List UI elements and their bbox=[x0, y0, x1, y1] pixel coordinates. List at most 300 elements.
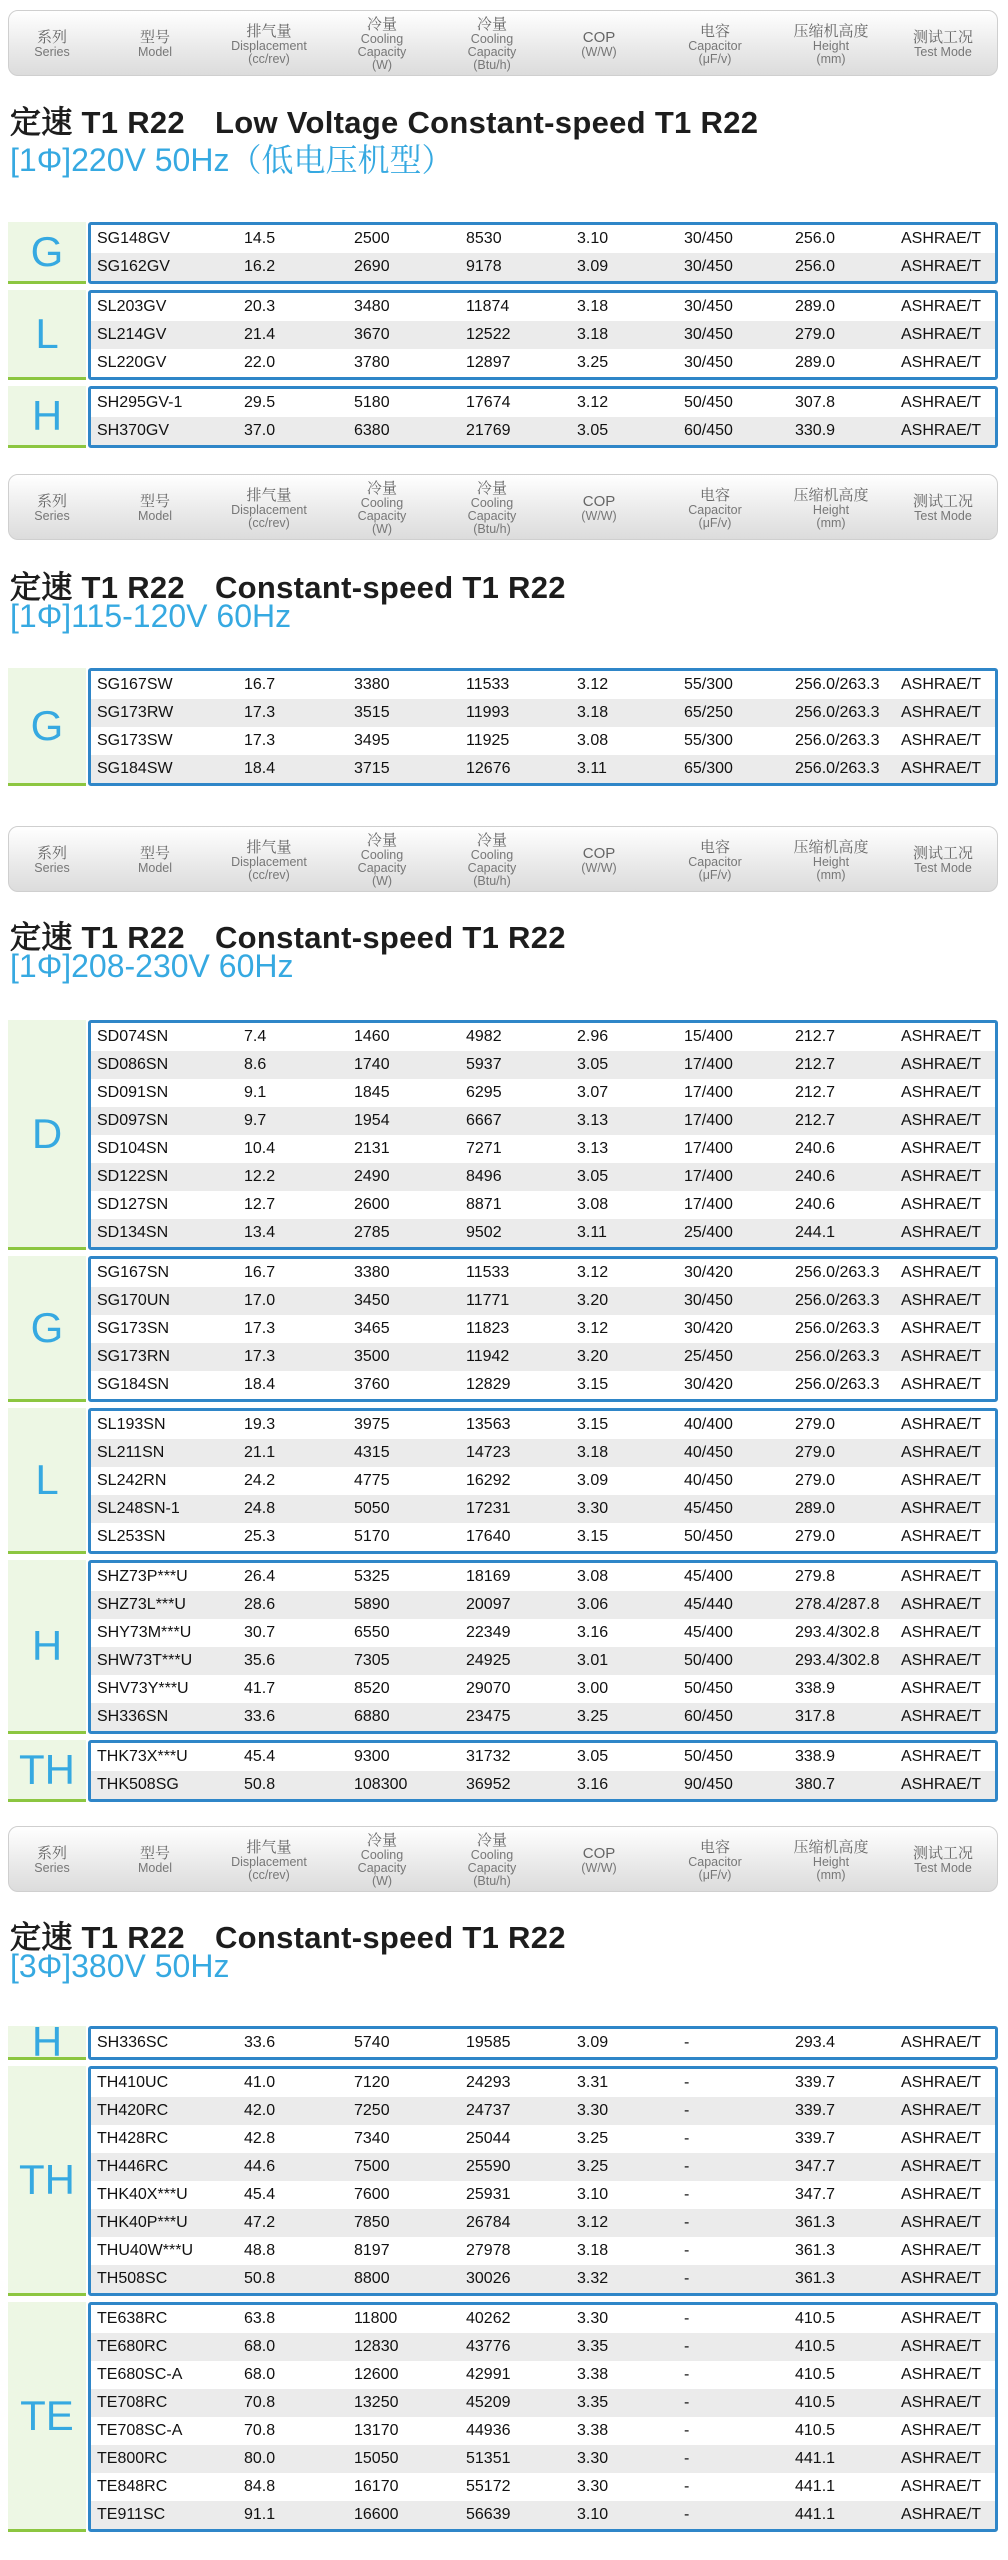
column-header-en: Model bbox=[137, 1861, 173, 1875]
cell-capacitor: 30/420 bbox=[684, 1376, 733, 1393]
cell-cooling-w: 2785 bbox=[354, 1224, 390, 1241]
column-header-en: Height bbox=[812, 38, 850, 53]
column-header-cn: 测试工况 bbox=[912, 493, 973, 510]
cell-cooling-btu: 12522 bbox=[466, 326, 511, 343]
cell-test-mode: ASHRAE/T bbox=[901, 258, 982, 275]
cell-capacitor: 60/450 bbox=[684, 422, 733, 439]
column-header-en: (cc/rev) bbox=[248, 867, 290, 882]
cell-height: 212.7 bbox=[795, 1084, 836, 1101]
cell-model: SHV73Y***U bbox=[97, 1680, 189, 1697]
cell-height: 361.3 bbox=[795, 2214, 836, 2231]
cell-cop: 3.11 bbox=[577, 1224, 607, 1241]
column-header bbox=[660, 11, 770, 77]
column-header bbox=[660, 1827, 770, 1893]
table-row bbox=[91, 2153, 995, 2181]
cell-height: 256.0/263.3 bbox=[795, 732, 880, 749]
cell-cooling-btu: 25044 bbox=[466, 2130, 511, 2147]
cell-height: 339.7 bbox=[795, 2074, 836, 2091]
cell-capacitor: - bbox=[684, 2450, 690, 2467]
cell-cooling-btu: 21769 bbox=[466, 422, 511, 439]
cell-test-mode: ASHRAE/T bbox=[901, 732, 982, 749]
column-header-cn: 冷量 bbox=[366, 832, 397, 849]
column-header bbox=[544, 11, 654, 77]
column-header-en: (W/W) bbox=[581, 861, 617, 875]
series-group bbox=[8, 1560, 998, 1734]
cell-cop: 3.16 bbox=[577, 1776, 609, 1793]
cell-cooling-btu: 11823 bbox=[466, 1320, 510, 1337]
cell-test-mode: ASHRAE/T bbox=[901, 760, 982, 777]
cell-test-mode: ASHRAE/T bbox=[901, 2034, 982, 2051]
cell-test-mode: ASHRAE/T bbox=[901, 1084, 982, 1101]
cell-capacitor: - bbox=[684, 2310, 690, 2327]
table-row bbox=[91, 1619, 995, 1647]
cell-test-mode: ASHRAE/T bbox=[901, 676, 982, 693]
cell-cooling-w: 5170 bbox=[354, 1528, 390, 1545]
cell-capacitor: 55/300 bbox=[684, 676, 733, 693]
column-header-en: Displacement bbox=[231, 502, 307, 517]
table-row bbox=[91, 2209, 995, 2237]
cell-cooling-w: 12600 bbox=[354, 2366, 399, 2383]
column-header-en: (Btu/h) bbox=[473, 522, 511, 536]
table-row bbox=[91, 755, 995, 783]
cell-cooling-w: 3480 bbox=[354, 298, 390, 315]
series-rows bbox=[88, 386, 998, 448]
series-rows bbox=[88, 1408, 998, 1554]
table-row bbox=[91, 417, 995, 445]
cell-cop: 3.10 bbox=[577, 230, 609, 247]
column-header bbox=[327, 475, 437, 541]
cell-displacement: 33.6 bbox=[244, 1708, 276, 1725]
cell-cooling-w: 108300 bbox=[354, 1776, 408, 1793]
cell-model: SHY73M***U bbox=[97, 1624, 192, 1641]
series-group bbox=[8, 2017, 998, 2065]
series-letter: H bbox=[8, 2026, 86, 2060]
column-header-en: Capacitor bbox=[688, 1854, 742, 1869]
cell-displacement: 24.2 bbox=[244, 1472, 276, 1489]
cell-capacitor: 60/450 bbox=[684, 1708, 733, 1725]
cell-capacitor: - bbox=[684, 2130, 690, 2147]
cell-cooling-btu: 55172 bbox=[466, 2478, 511, 2495]
cell-displacement: 41.7 bbox=[244, 1680, 276, 1697]
column-header-en: Displacement bbox=[231, 38, 307, 53]
column-header bbox=[660, 475, 770, 541]
cell-displacement: 50.8 bbox=[244, 2270, 276, 2287]
cell-displacement: 13.4 bbox=[244, 1224, 276, 1241]
cell-displacement: 84.8 bbox=[244, 2478, 276, 2495]
cell-displacement: 50.8 bbox=[244, 1776, 276, 1793]
cell-cop: 3.30 bbox=[577, 1500, 609, 1517]
cell-cop: 3.25 bbox=[577, 1708, 609, 1725]
cell-displacement: 22.0 bbox=[244, 354, 276, 371]
cell-cooling-w: 7340 bbox=[354, 2130, 390, 2147]
column-header-en: Series bbox=[34, 861, 70, 875]
cell-cop: 3.25 bbox=[577, 2130, 609, 2147]
series-letter: TH bbox=[8, 2066, 86, 2296]
cell-model: SD086SN bbox=[97, 1056, 169, 1073]
cell-displacement: 17.3 bbox=[244, 1320, 276, 1337]
series-group bbox=[8, 1408, 998, 1554]
column-header-cn: 冷量 bbox=[476, 16, 507, 33]
cell-displacement: 10.4 bbox=[244, 1140, 276, 1157]
cell-test-mode: ASHRAE/T bbox=[901, 1224, 982, 1241]
column-header-en: (Btu/h) bbox=[473, 58, 511, 72]
column-header-en: (mm) bbox=[816, 51, 846, 66]
column-header-en: Cooling bbox=[470, 848, 514, 862]
cell-cop: 3.10 bbox=[577, 2186, 609, 2203]
table-row bbox=[91, 2125, 995, 2153]
cell-height: 212.7 bbox=[795, 1028, 836, 1045]
column-header-en: (cc/rev) bbox=[248, 1867, 290, 1882]
cell-model: SL211SN bbox=[97, 1444, 165, 1461]
column-header bbox=[0, 11, 107, 77]
column-header bbox=[327, 1827, 437, 1893]
cell-cooling-btu: 36952 bbox=[466, 1776, 511, 1793]
cell-test-mode: ASHRAE/T bbox=[901, 1624, 982, 1641]
cell-cop: 3.38 bbox=[577, 2366, 609, 2383]
cell-cooling-btu: 31732 bbox=[466, 1748, 511, 1765]
cell-model: SD074SN bbox=[97, 1028, 169, 1045]
series-rows bbox=[88, 668, 998, 786]
column-header bbox=[214, 1827, 324, 1893]
cell-height: 293.4/302.8 bbox=[795, 1624, 880, 1641]
cell-capacitor: 40/450 bbox=[684, 1472, 733, 1489]
cell-cooling-btu: 26784 bbox=[466, 2214, 511, 2231]
cell-model: SD127SN bbox=[97, 1196, 169, 1213]
cell-cooling-btu: 51351 bbox=[466, 2450, 511, 2467]
cell-test-mode: ASHRAE/T bbox=[901, 2242, 982, 2259]
cell-model: SH370GV bbox=[97, 422, 170, 439]
column-header-en: (W) bbox=[371, 58, 393, 72]
column-header-en: Capacity bbox=[357, 45, 407, 59]
cell-model: SG173RN bbox=[97, 1348, 170, 1365]
cell-cooling-w: 4775 bbox=[354, 1472, 390, 1489]
cell-capacitor: 17/400 bbox=[684, 1056, 733, 1073]
column-header-cn: 型号 bbox=[139, 493, 170, 510]
table-row bbox=[91, 1343, 995, 1371]
cell-test-mode: ASHRAE/T bbox=[901, 1652, 982, 1669]
table-row bbox=[91, 1051, 995, 1079]
column-header bbox=[0, 827, 107, 893]
cell-test-mode: ASHRAE/T bbox=[901, 1140, 982, 1157]
column-header-en: Series bbox=[34, 509, 70, 523]
section-title-en: Constant-speed T1 R22 bbox=[214, 570, 566, 605]
column-header-en: Displacement bbox=[231, 854, 307, 869]
cell-capacitor: - bbox=[684, 2186, 690, 2203]
table-row bbox=[91, 1219, 995, 1247]
cell-height: 441.1 bbox=[795, 2506, 836, 2523]
cell-cooling-btu: 8530 bbox=[466, 230, 502, 247]
cell-model: SL214GV bbox=[97, 326, 167, 343]
voltage-label: [1Φ]115-120V 60Hz bbox=[10, 598, 292, 634]
cell-model: SH295GV-1 bbox=[97, 394, 183, 411]
column-header-en: (μF/v) bbox=[698, 51, 732, 66]
series-group bbox=[8, 1740, 998, 1802]
cell-height: 256.0/263.3 bbox=[795, 1264, 880, 1281]
cell-test-mode: ASHRAE/T bbox=[901, 1776, 982, 1793]
cell-model: TE911SC bbox=[97, 2506, 166, 2523]
column-header bbox=[544, 475, 654, 541]
cell-capacitor: 15/400 bbox=[684, 1028, 733, 1045]
cell-height: 317.8 bbox=[795, 1708, 836, 1725]
cell-model: TH420RC bbox=[97, 2102, 169, 2119]
column-header-bar bbox=[8, 826, 998, 892]
cell-cooling-btu: 56639 bbox=[466, 2506, 511, 2523]
cell-cooling-w: 16170 bbox=[354, 2478, 399, 2495]
cell-cooling-w: 5325 bbox=[354, 1568, 390, 1585]
cell-height: 338.9 bbox=[795, 1748, 836, 1765]
cell-model: SG173RW bbox=[97, 704, 174, 721]
cell-cooling-btu: 20097 bbox=[466, 1596, 511, 1613]
cell-height: 347.7 bbox=[795, 2158, 836, 2175]
cell-cooling-btu: 27978 bbox=[466, 2242, 511, 2259]
cell-displacement: 26.4 bbox=[244, 1568, 276, 1585]
cell-model: THK40X***U bbox=[97, 2186, 188, 2203]
cell-height: 289.0 bbox=[795, 1500, 836, 1517]
column-header-en: (W) bbox=[371, 874, 393, 888]
column-header-cn: 排气量 bbox=[246, 838, 292, 856]
cell-cop: 3.01 bbox=[577, 1652, 609, 1669]
cell-capacitor: 30/420 bbox=[684, 1320, 733, 1337]
cell-height: 330.9 bbox=[795, 422, 836, 439]
cell-cop: 3.12 bbox=[577, 676, 609, 693]
column-header-cn: 电容 bbox=[699, 486, 730, 504]
cell-cop: 3.18 bbox=[577, 2242, 609, 2259]
cell-model: SL193SN bbox=[97, 1416, 166, 1433]
cell-model: TE680SC-A bbox=[97, 2366, 183, 2383]
cell-cooling-w: 13170 bbox=[354, 2422, 399, 2439]
cell-capacitor: - bbox=[684, 2478, 690, 2495]
column-header-bar bbox=[8, 1826, 998, 1892]
column-header-bar bbox=[8, 474, 998, 540]
table-row bbox=[91, 2069, 995, 2097]
cell-test-mode: ASHRAE/T bbox=[901, 2338, 982, 2355]
column-header-en: Cooling bbox=[470, 32, 514, 46]
cell-cop: 3.08 bbox=[577, 1568, 609, 1585]
cell-cop: 3.35 bbox=[577, 2338, 609, 2355]
cell-displacement: 8.6 bbox=[244, 1056, 267, 1073]
cell-cop: 3.18 bbox=[577, 298, 609, 315]
cell-capacitor: 45/450 bbox=[684, 1500, 733, 1517]
cell-model: SG148GV bbox=[97, 230, 170, 247]
voltage-label: [1Φ]208-230V 60Hz bbox=[10, 948, 294, 984]
series-letter: L bbox=[8, 1408, 86, 1554]
cell-height: 256.0/263.3 bbox=[795, 1376, 880, 1393]
cell-displacement: 9.1 bbox=[244, 1084, 267, 1101]
cell-cooling-w: 3975 bbox=[354, 1416, 390, 1433]
cell-cooling-w: 1845 bbox=[354, 1084, 390, 1101]
cell-displacement: 18.4 bbox=[244, 1376, 276, 1393]
cell-displacement: 16.2 bbox=[244, 258, 276, 275]
cell-displacement: 17.0 bbox=[244, 1292, 276, 1309]
column-header bbox=[214, 475, 324, 541]
cell-displacement: 70.8 bbox=[244, 2422, 276, 2439]
cell-displacement: 21.1 bbox=[244, 1444, 276, 1461]
cell-capacitor: 50/450 bbox=[684, 1528, 733, 1545]
cell-cooling-btu: 9502 bbox=[466, 1224, 502, 1241]
column-header-cn: 压缩机高度 bbox=[793, 22, 869, 40]
table-row bbox=[91, 2417, 995, 2445]
cell-height: 279.0 bbox=[795, 326, 836, 343]
table-row bbox=[91, 225, 995, 253]
cell-cop: 3.32 bbox=[577, 2270, 609, 2287]
cell-cooling-w: 7500 bbox=[354, 2158, 390, 2175]
cell-test-mode: ASHRAE/T bbox=[901, 2366, 982, 2383]
cell-capacitor: 45/400 bbox=[684, 1568, 733, 1585]
cell-cooling-w: 3500 bbox=[354, 1348, 390, 1365]
cell-displacement: 24.8 bbox=[244, 1500, 276, 1517]
cell-displacement: 33.6 bbox=[244, 2034, 276, 2051]
cell-cooling-w: 8197 bbox=[354, 2242, 390, 2259]
cell-displacement: 17.3 bbox=[244, 732, 276, 749]
cell-cooling-btu: 7271 bbox=[466, 1140, 502, 1157]
cell-cooling-btu: 8871 bbox=[466, 1196, 502, 1213]
cell-capacitor: 30/450 bbox=[684, 326, 733, 343]
column-header-cn: COP bbox=[582, 29, 616, 46]
cell-height: 256.0/263.3 bbox=[795, 1320, 880, 1337]
cell-capacitor: 25/400 bbox=[684, 1224, 733, 1241]
cell-capacitor: - bbox=[684, 2270, 690, 2287]
column-header-en: (W/W) bbox=[581, 45, 617, 59]
cell-test-mode: ASHRAE/T bbox=[901, 1168, 982, 1185]
cell-cooling-w: 2600 bbox=[354, 1196, 390, 1213]
column-header-en: Cooling bbox=[470, 1848, 514, 1862]
column-header-en: Capacitor bbox=[688, 854, 742, 869]
cell-test-mode: ASHRAE/T bbox=[901, 326, 982, 343]
cell-height: 441.1 bbox=[795, 2450, 836, 2467]
cell-capacitor: - bbox=[684, 2102, 690, 2119]
cell-test-mode: ASHRAE/T bbox=[901, 1416, 982, 1433]
series-letter: TE bbox=[8, 2302, 86, 2532]
table-row bbox=[91, 2181, 995, 2209]
cell-cooling-btu: 12676 bbox=[466, 760, 511, 777]
column-header-en: Capacitor bbox=[688, 38, 742, 53]
cell-cop: 3.12 bbox=[577, 1264, 609, 1281]
cell-capacitor: 30/420 bbox=[684, 1264, 733, 1281]
cell-test-mode: ASHRAE/T bbox=[901, 1596, 982, 1613]
cell-cop: 3.31 bbox=[577, 2074, 609, 2091]
column-header-en: Cooling bbox=[470, 496, 514, 510]
table-row bbox=[91, 671, 995, 699]
cell-displacement: 68.0 bbox=[244, 2366, 276, 2383]
table-row bbox=[91, 2305, 995, 2333]
cell-displacement: 14.5 bbox=[244, 230, 276, 247]
table-row bbox=[91, 2361, 995, 2389]
cell-displacement: 35.6 bbox=[244, 1652, 276, 1669]
column-header bbox=[660, 827, 770, 893]
cell-displacement: 16.7 bbox=[244, 676, 276, 693]
cell-model: SHW73T***U bbox=[97, 1652, 193, 1669]
column-header-en: Model bbox=[137, 509, 173, 523]
cell-cop: 3.13 bbox=[577, 1112, 609, 1129]
cell-capacitor: 55/300 bbox=[684, 732, 733, 749]
cell-height: 256.0/263.3 bbox=[795, 1348, 880, 1365]
cell-height: 410.5 bbox=[795, 2310, 836, 2327]
cell-height: 240.6 bbox=[795, 1140, 836, 1157]
cell-cop: 3.08 bbox=[577, 732, 609, 749]
cell-capacitor: - bbox=[684, 2242, 690, 2259]
section-title-en: Low Voltage Constant-speed T1 R22 bbox=[214, 105, 759, 140]
cell-test-mode: ASHRAE/T bbox=[901, 2270, 982, 2287]
column-header-en: (cc/rev) bbox=[248, 515, 290, 530]
column-header bbox=[437, 475, 547, 541]
cell-cooling-w: 2500 bbox=[354, 230, 390, 247]
cell-test-mode: ASHRAE/T bbox=[901, 298, 982, 315]
cell-height: 256.0 bbox=[795, 230, 836, 247]
cell-cop: 3.38 bbox=[577, 2422, 609, 2439]
cell-cooling-w: 2490 bbox=[354, 1168, 390, 1185]
table-row bbox=[91, 1523, 995, 1551]
column-header-cn: 测试工况 bbox=[912, 1845, 973, 1862]
column-header bbox=[888, 1827, 998, 1893]
table-row bbox=[91, 2501, 995, 2529]
cell-cop: 3.30 bbox=[577, 2478, 609, 2495]
column-header bbox=[544, 1827, 654, 1893]
cell-cooling-w: 7600 bbox=[354, 2186, 390, 2203]
series-rows bbox=[88, 2026, 998, 2060]
cell-displacement: 44.6 bbox=[244, 2158, 276, 2175]
column-header bbox=[437, 11, 547, 77]
cell-cooling-btu: 43776 bbox=[466, 2338, 511, 2355]
table-row bbox=[91, 1163, 995, 1191]
cell-displacement: 16.7 bbox=[244, 1264, 276, 1281]
cell-displacement: 20.3 bbox=[244, 298, 276, 315]
cell-height: 293.4 bbox=[795, 2034, 836, 2051]
column-header-cn: 压缩机高度 bbox=[793, 1838, 869, 1856]
column-header-en: Capacity bbox=[467, 509, 517, 523]
cell-cop: 3.09 bbox=[577, 258, 609, 275]
column-header-en: Capacity bbox=[467, 45, 517, 59]
column-header-cn: 测试工况 bbox=[912, 29, 973, 46]
column-header bbox=[100, 1827, 210, 1893]
cell-displacement: 19.3 bbox=[244, 1416, 276, 1433]
column-header bbox=[214, 11, 324, 77]
cell-cop: 3.18 bbox=[577, 704, 609, 721]
cell-cooling-w: 6880 bbox=[354, 1708, 390, 1725]
cell-cop: 3.35 bbox=[577, 2394, 609, 2411]
cell-cooling-btu: 16292 bbox=[466, 1472, 511, 1489]
column-header-cn: 型号 bbox=[139, 1845, 170, 1862]
cell-cooling-btu: 11533 bbox=[466, 676, 510, 693]
cell-model: TE848RC bbox=[97, 2478, 168, 2495]
table-row bbox=[91, 1371, 995, 1399]
cell-test-mode: ASHRAE/T bbox=[901, 1444, 982, 1461]
column-header-bar bbox=[8, 10, 998, 76]
cell-capacitor: - bbox=[684, 2034, 690, 2051]
column-header-cn: 冷量 bbox=[366, 480, 397, 497]
table-row bbox=[91, 1743, 995, 1771]
table-row bbox=[91, 1079, 995, 1107]
column-header-en: (W) bbox=[371, 522, 393, 536]
cell-test-mode: ASHRAE/T bbox=[901, 1292, 982, 1309]
column-header-en: Test Mode bbox=[914, 1861, 972, 1875]
series-letter: G bbox=[8, 1256, 86, 1402]
cell-cop: 3.06 bbox=[577, 1596, 609, 1613]
column-header-cn: 压缩机高度 bbox=[793, 838, 869, 856]
column-header-en: (mm) bbox=[816, 1867, 846, 1882]
column-header-cn: 电容 bbox=[699, 838, 730, 856]
cell-test-mode: ASHRAE/T bbox=[901, 1196, 982, 1213]
cell-model: THK508SG bbox=[97, 1776, 179, 1793]
table-row bbox=[91, 1135, 995, 1163]
column-header-en: Capacity bbox=[467, 1861, 517, 1875]
cell-height: 361.3 bbox=[795, 2270, 836, 2287]
cell-cop: 3.12 bbox=[577, 2214, 609, 2231]
column-header-en: Displacement bbox=[231, 1854, 307, 1869]
cell-height: 212.7 bbox=[795, 1112, 836, 1129]
cell-height: 279.0 bbox=[795, 1528, 836, 1545]
series-letter: H bbox=[8, 1560, 86, 1734]
cell-cooling-btu: 45209 bbox=[466, 2394, 511, 2411]
